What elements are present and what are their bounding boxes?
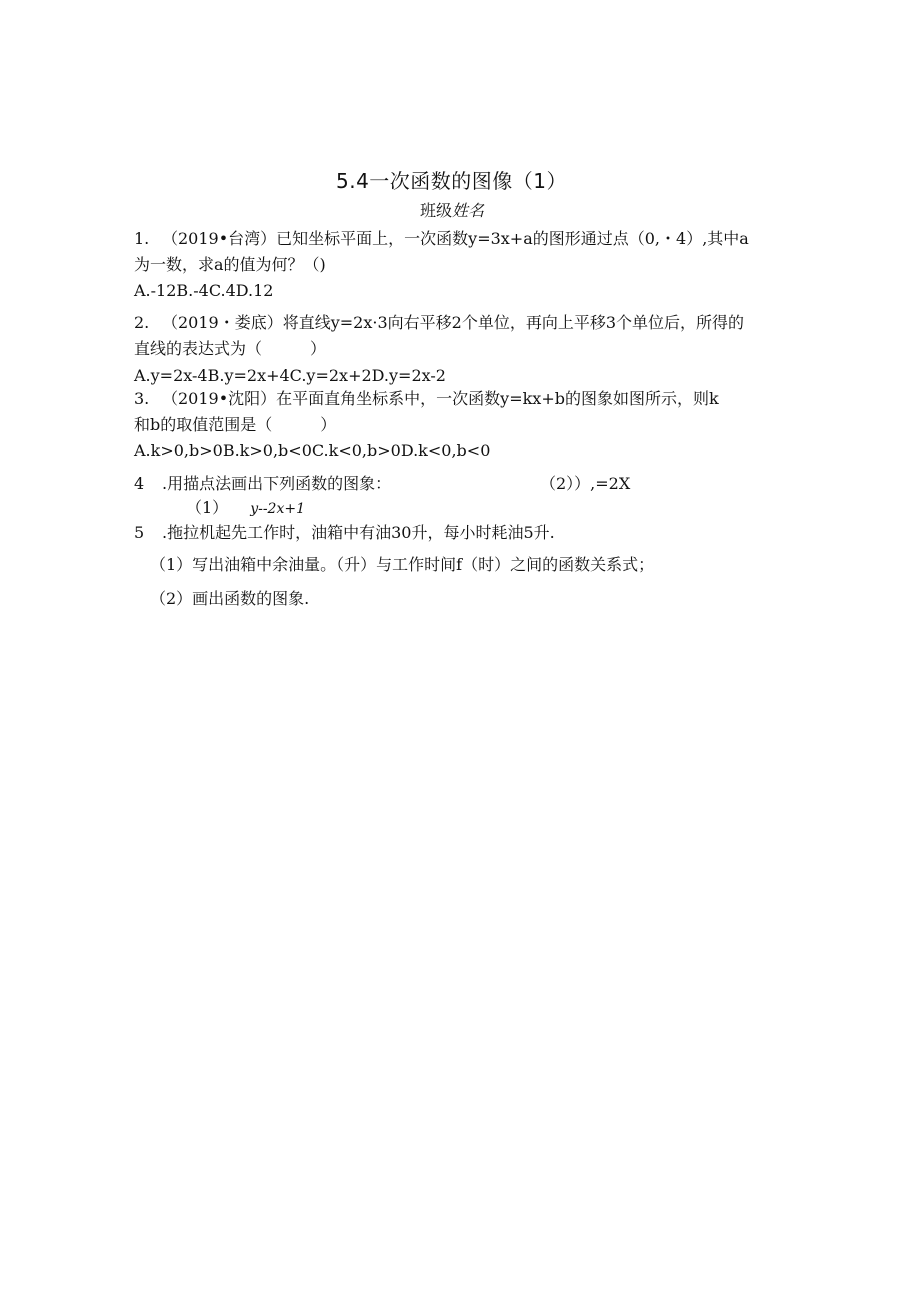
- q2-text-line1: （2019・娄底）将直线y=2x·3向右平移2个单位，再向上平移3个单位后，所得的: [162, 313, 744, 332]
- name-label: 姓名: [452, 201, 485, 220]
- q1-text-line1: （2019•台湾）已知坐标平面上，一次函数y=3x+a的图形通过点（0,・4）,其中a: [162, 229, 749, 248]
- q5-text: .拖拉机起先工作时，油箱中有油30升，每小时耗油5升.: [162, 523, 555, 542]
- q4-line: [134, 474, 391, 494]
- q2-line1: [134, 313, 744, 333]
- q4-part2: （2））,=2X: [540, 474, 631, 493]
- q2-text-line2: 直线的表达式为（ ）: [134, 339, 327, 358]
- q5-sub1: （1）写出油箱中余油量。（升）与工作时间f（时）之间的函数关系式；: [150, 555, 655, 574]
- q1-number: 1.: [134, 229, 150, 248]
- class-label: 班级: [420, 201, 453, 220]
- class-name-line: [420, 201, 484, 221]
- q4-text: .用描点法画出下列函数的图象：: [162, 474, 392, 493]
- q5-line: [134, 523, 555, 543]
- q4-part1: [186, 498, 305, 519]
- q4-number: 4: [134, 474, 145, 493]
- q3-line1: [134, 389, 719, 409]
- q4-part1-label: （1）: [186, 498, 229, 517]
- q4-part1-expression: y--2x+1: [250, 501, 305, 517]
- q2-options: A.y=2x-4B.y=2x+4C.y=2x+2D.y=2x-2: [134, 366, 446, 385]
- q2-number: 2.: [134, 313, 150, 332]
- q3-number: 3.: [134, 389, 150, 408]
- q3-options: A.k>0,b>0B.k>0,b<0C.k<0,b>0D.k<0,b<0: [134, 441, 491, 460]
- q1-line1: [134, 229, 749, 249]
- page-title: 5.4一次函数的图像（1）: [336, 169, 568, 193]
- q1-text-line2: 为一数，求a的值为何？（): [134, 255, 326, 274]
- q3-text-line1: （2019•沈阳）在平面直角坐标系中，一次函数y=kx+b的图象如图所示，则k: [162, 389, 719, 408]
- q3-text-line2: 和b的取值范围是（ ）: [134, 415, 337, 434]
- q5-number: 5: [134, 523, 145, 542]
- q5-sub2: （2）画出函数的图象.: [150, 589, 310, 608]
- q1-options: A.-12B.-4C.4D.12: [134, 281, 274, 300]
